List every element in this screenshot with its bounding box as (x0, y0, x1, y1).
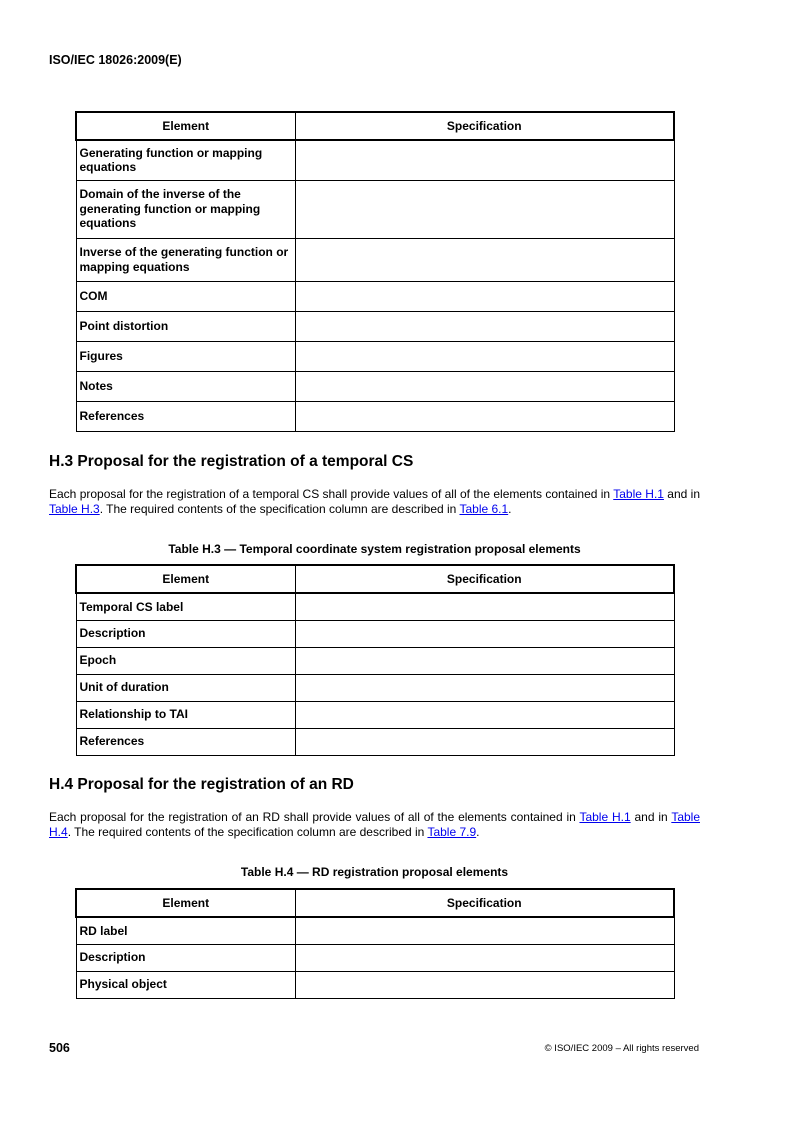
column-header-specification: Specification (295, 565, 674, 593)
page-number: 506 (49, 1041, 70, 1055)
paragraph-text: Each proposal for the registration of an RD shall provide values of all of the elements contained in (49, 810, 580, 824)
specification-cell (295, 593, 674, 620)
link-table-7-9[interactable]: Table 7.9 (427, 824, 477, 839)
specification-cell (295, 674, 674, 701)
copyright-notice: © ISO/IEC 2009 – All rights reserved (544, 1043, 699, 1054)
paragraph-text: . (476, 824, 480, 839)
element-cell: Description (76, 620, 295, 647)
table-row (76, 371, 674, 401)
section-heading-h3: H.3 Proposal for the registration of a temporal CS (49, 453, 414, 470)
column-header-specification: Specification (295, 889, 674, 917)
column-header-element: Element (76, 112, 295, 140)
element-cell: Epoch (76, 647, 295, 674)
table-row (76, 620, 674, 647)
specification-cell (295, 728, 674, 755)
section-h3-paragraph (49, 487, 700, 516)
specification-cell (295, 371, 674, 401)
table-h3 (75, 564, 675, 756)
table-row (76, 728, 674, 755)
element-cell: Unit of duration (76, 674, 295, 701)
table-row (76, 281, 674, 311)
table-row (76, 180, 674, 238)
specification-cell (295, 281, 674, 311)
specification-cell (295, 311, 674, 341)
link-table-h1[interactable]: Table H.1 (613, 487, 664, 501)
table-row (76, 944, 674, 971)
section-h4-paragraph (49, 810, 700, 839)
link-table-6-1[interactable]: Table 6.1 (459, 501, 509, 516)
paragraph-text: Each proposal for the registration of a temporal CS shall provide values of all of the elements contained in (49, 487, 614, 501)
table-row (76, 401, 674, 431)
specification-cell (295, 701, 674, 728)
element-cell: Relationship to TAI (76, 701, 295, 728)
table-h4-caption: Table H.4 — RD registration proposal elements (240, 865, 509, 879)
element-cell: Description (76, 944, 295, 971)
link-table-h3[interactable]: Table H.3 (49, 501, 100, 516)
element-cell: Physical object (76, 971, 295, 998)
specification-cell (295, 620, 674, 647)
paragraph-text: and in (663, 487, 700, 501)
element-cell: Point distortion (76, 311, 295, 341)
specification-cell (295, 647, 674, 674)
link-table-h4[interactable]: Table H.4 (49, 810, 700, 839)
element-cell: References (76, 728, 295, 755)
specification-cell (295, 917, 674, 944)
specification-cell (295, 140, 674, 180)
table-row (76, 647, 674, 674)
paragraph-text: and in (630, 810, 672, 824)
element-cell: Temporal CS label (76, 593, 295, 620)
specification-cell (295, 238, 674, 281)
specification-cell (295, 401, 674, 431)
paragraph-text: . The required contents of the specification column are described in (99, 501, 460, 516)
table-row (76, 674, 674, 701)
paragraph-text: . (508, 501, 512, 516)
table-row (76, 140, 674, 180)
paragraph-text: . The required contents of the specification column are described in (67, 824, 428, 839)
element-cell: Figures (76, 341, 295, 371)
table-row (76, 701, 674, 728)
table-row (76, 971, 674, 998)
element-cell: COM (76, 281, 295, 311)
table-row (76, 238, 674, 281)
element-cell: RD label (76, 917, 295, 944)
element-cell: Domain of the inverse of the generating function or mapping equations (76, 180, 295, 238)
element-cell: References (76, 401, 295, 431)
section-heading-h4: H.4 Proposal for the registration of an RD (49, 776, 354, 793)
table-header-row (76, 889, 674, 917)
specification-cell (295, 944, 674, 971)
table-h3-caption: Table H.3 — Temporal coordinate system registration proposal elements (168, 542, 581, 556)
specification-cell (295, 180, 674, 238)
table-header-row (76, 565, 674, 593)
column-header-element: Element (76, 889, 295, 917)
link-table-h1[interactable]: Table H.1 (579, 810, 631, 824)
table-row (76, 341, 674, 371)
table-header-row (76, 112, 674, 140)
element-cell: Notes (76, 371, 295, 401)
table-row (76, 917, 674, 944)
table-h2-continued (75, 111, 675, 432)
column-header-specification: Specification (295, 112, 674, 140)
element-cell: Generating function or mapping equations (76, 140, 295, 180)
column-header-element: Element (76, 565, 295, 593)
table-h4 (75, 888, 675, 999)
document-id-header: ISO/IEC 18026:2009(E) (49, 53, 182, 67)
specification-cell (295, 971, 674, 998)
specification-cell (295, 341, 674, 371)
element-cell: Inverse of the generating function or mapping equations (76, 238, 295, 281)
table-row (76, 311, 674, 341)
table-row (76, 593, 674, 620)
